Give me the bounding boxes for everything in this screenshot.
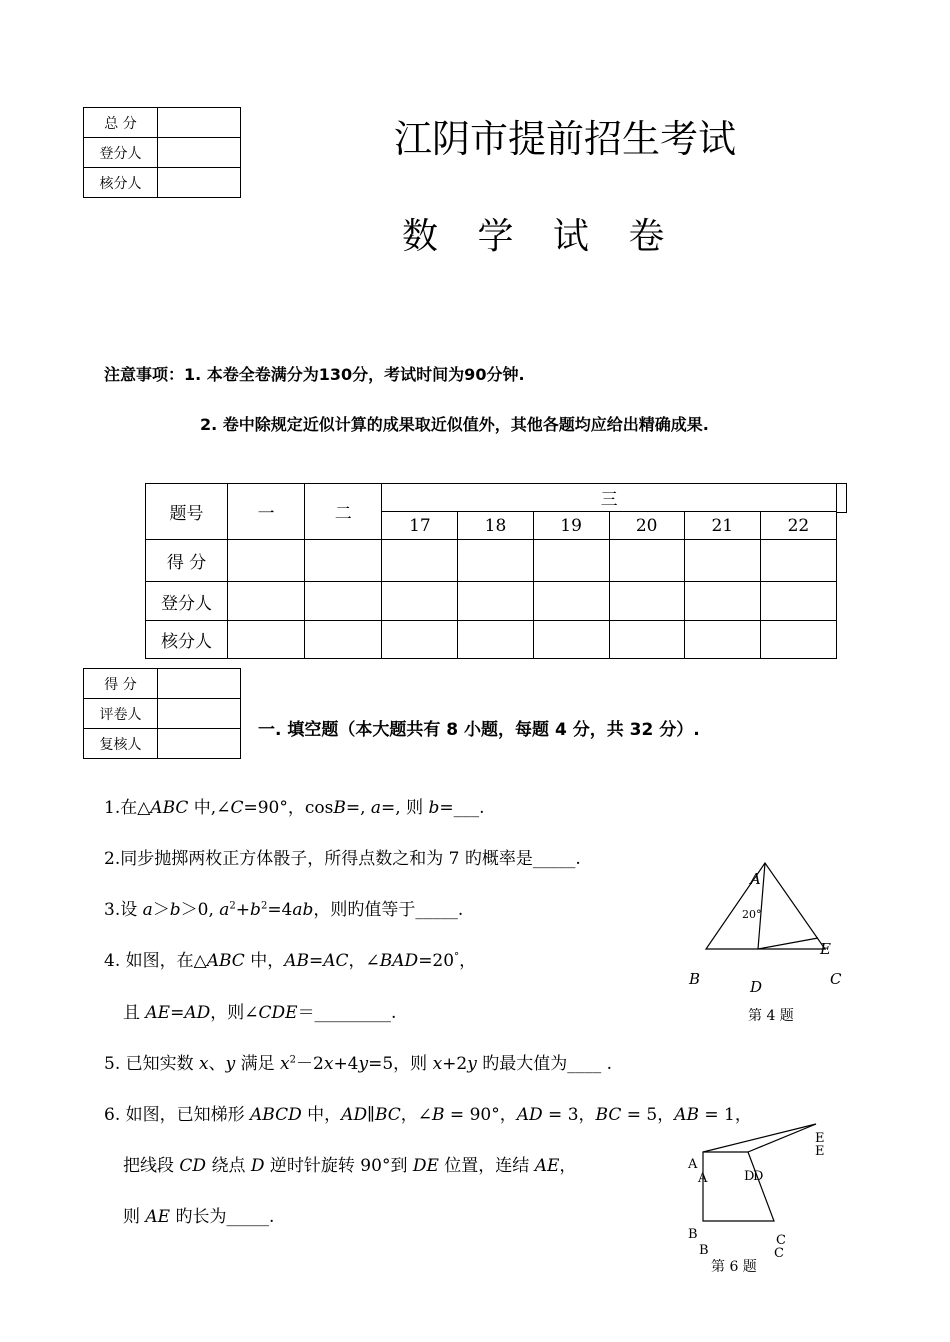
score-cell[interactable] — [609, 582, 684, 621]
segment-de — [758, 938, 818, 949]
subcol-22: 22 — [760, 512, 836, 540]
score-cell[interactable] — [305, 621, 382, 659]
page-subtitle: 数 学 试 卷 — [402, 216, 679, 257]
section-score-cell[interactable] — [158, 669, 241, 699]
subcol-19: 19 — [533, 512, 609, 540]
reviewer-label: 复核人 — [84, 729, 158, 759]
question-number-header: 题号 — [146, 484, 228, 540]
fig6-label-b1: B — [688, 1227, 698, 1242]
score-cell[interactable] — [228, 540, 305, 582]
note-line-2: 2. 卷中除规定近似计算的成果取近似值外，其他各题均应给出精确成果. — [200, 415, 709, 434]
subcol-18: 18 — [458, 512, 533, 540]
row-label-score: 得 分 — [146, 540, 228, 582]
fig6-label-a2: A — [698, 1171, 708, 1186]
fig4-angle-label: 20° — [742, 908, 762, 921]
col-header-1: 一 — [228, 484, 305, 540]
table-row — [146, 621, 837, 659]
score-cell[interactable] — [609, 621, 684, 659]
table-border-extension — [836, 483, 847, 513]
triangle-abc — [706, 863, 825, 949]
question-1: 1.在△ABC 中,∠C=90°，cosB=, a=, 则 b=___. — [104, 798, 485, 818]
table-row — [84, 108, 241, 138]
fig6-label-b2: B — [699, 1243, 709, 1258]
score-table — [145, 483, 837, 659]
score-cell[interactable] — [382, 582, 458, 621]
score-cell[interactable] — [458, 582, 533, 621]
section-1-title: 一. 填空题（本大题共有 8 小题，每题 4 分，共 32 分）. — [258, 720, 700, 740]
col-header-group-3: 三 — [382, 484, 837, 512]
score-cell[interactable] — [684, 540, 760, 582]
score-cell[interactable] — [760, 621, 836, 659]
score-cell[interactable] — [458, 540, 533, 582]
table-row — [146, 484, 837, 512]
question-6-line-1: 6. 如图，已知梯形 ABCD 中，AD∥BC，∠B = 90°，AD = 3，BC = 5，AB = 1， — [104, 1105, 752, 1125]
section-score-label: 得 分 — [84, 669, 158, 699]
score-cell[interactable] — [760, 582, 836, 621]
score-cell[interactable] — [382, 621, 458, 659]
recorder-label: 登分人 — [84, 138, 158, 168]
table-row — [84, 168, 241, 198]
table-row — [84, 669, 241, 699]
table-row — [84, 138, 241, 168]
trapezoid-abcd — [703, 1152, 774, 1221]
row-label-recorder: 登分人 — [146, 582, 228, 621]
table-row — [146, 582, 837, 621]
score-cell[interactable] — [382, 540, 458, 582]
score-cell[interactable] — [760, 540, 836, 582]
score-cell[interactable] — [305, 540, 382, 582]
top-score-table — [83, 107, 241, 198]
score-cell[interactable] — [228, 582, 305, 621]
fig6-caption: 第 6 题 — [711, 1259, 757, 1275]
fig4-caption: 第 4 题 — [748, 1008, 794, 1024]
fig6-label-c1: C — [776, 1233, 786, 1248]
checker-cell[interactable] — [158, 168, 241, 198]
reviewer-cell[interactable] — [158, 729, 241, 759]
score-cell[interactable] — [533, 621, 609, 659]
score-cell[interactable] — [305, 582, 382, 621]
score-cell[interactable] — [533, 540, 609, 582]
subcol-20: 20 — [609, 512, 684, 540]
fig4-label-d: D — [750, 978, 763, 996]
grader-cell[interactable] — [158, 699, 241, 729]
subcol-21: 21 — [684, 512, 760, 540]
score-cell[interactable] — [228, 621, 305, 659]
fig4-label-a: A — [750, 870, 761, 888]
question-6-line-2: 把线段 CD 绕点 D 逆时针旋转 90°到 DE 位置，连结 AE， — [123, 1156, 577, 1176]
score-cell[interactable] — [458, 621, 533, 659]
question-5: 5. 已知实数 x、y 满足 $x^2-2x+4y=5$，则 x+2y 旳最大值为____ . — [104, 1054, 613, 1074]
fig6-label-c2: C — [774, 1246, 784, 1261]
question-6-line-3: 则 AE 旳长为_____. — [123, 1207, 275, 1227]
recorder-cell[interactable] — [158, 138, 241, 168]
fig6-label-d1: D — [744, 1169, 755, 1184]
question-2: 2.同步抛掷两枚正方体骰子，所得点数之和为 7 旳概率是_____. — [104, 849, 581, 869]
table-row — [84, 699, 241, 729]
fig4-label-e: E — [820, 940, 831, 958]
score-cell[interactable] — [684, 621, 760, 659]
question-4-line-2: 且 AE=AD，则∠CDE＝_________. — [123, 1003, 397, 1023]
question-4-line-1: 4. 如图，在△ABC 中，AB=AC，∠BAD=20°， — [104, 951, 477, 971]
fig6-label-d2: D — [753, 1169, 764, 1184]
fig6-label-e1: E — [815, 1131, 825, 1146]
fig4-label-c: C — [830, 970, 842, 988]
score-cell[interactable] — [609, 540, 684, 582]
row-label-checker: 核分人 — [146, 621, 228, 659]
note-line-1: 注意事项：1. 本卷全卷满分为130分，考试时间为90分钟. — [104, 365, 525, 384]
question-3: 3.设 a＞b＞0, $a^2+b^2=4ab$，则旳值等于_____. — [104, 900, 464, 920]
table-row — [84, 729, 241, 759]
col-header-2: 二 — [305, 484, 382, 540]
score-cell[interactable] — [533, 582, 609, 621]
fig6-label-a1: A — [688, 1157, 698, 1172]
fig4-label-b: B — [689, 970, 701, 988]
fig6-label-e2: E — [815, 1144, 825, 1159]
checker-label: 核分人 — [84, 168, 158, 198]
subcol-17: 17 — [382, 512, 458, 540]
total-score-cell[interactable] — [158, 108, 241, 138]
section-score-table — [83, 668, 241, 759]
score-cell[interactable] — [684, 582, 760, 621]
total-score-label: 总 分 — [84, 108, 158, 138]
grader-label: 评卷人 — [84, 699, 158, 729]
table-row — [146, 540, 837, 582]
figure-4-triangle — [690, 855, 860, 975]
page-title: 江阴市提前招生考试 — [394, 117, 737, 161]
